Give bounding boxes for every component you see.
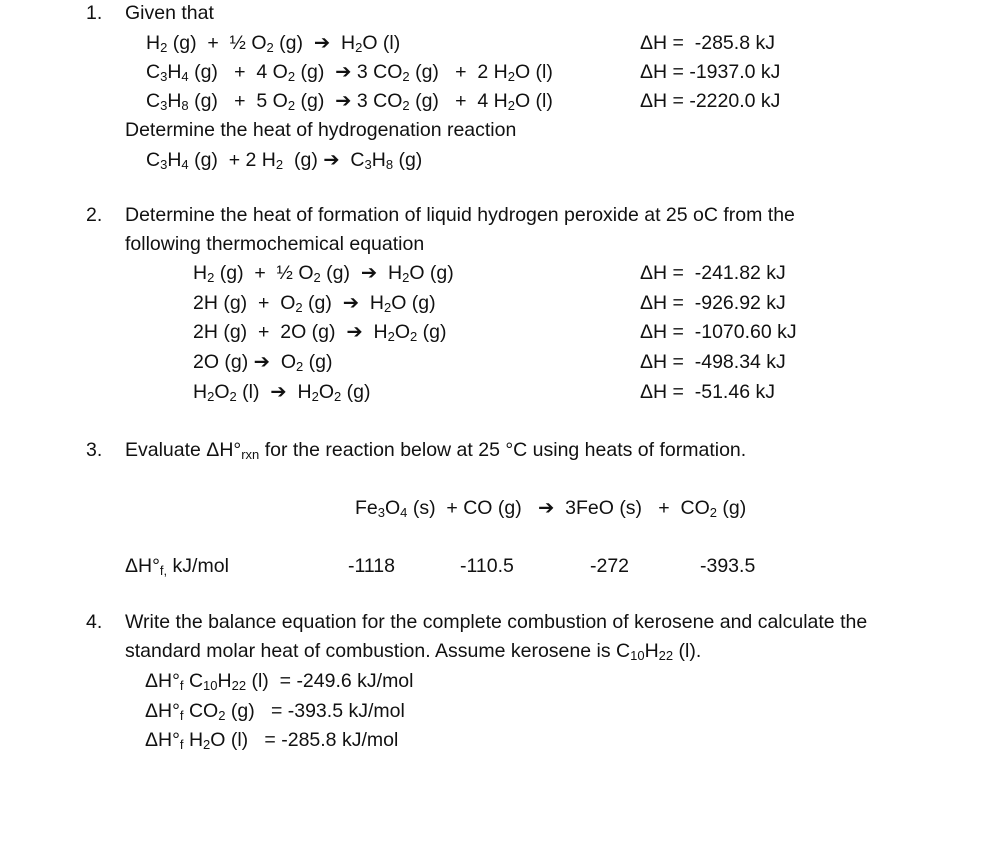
q1-equation-2: $C_3H_4$ (g) + 4 $O_2$ (g) ➔ 3 $CO_2$ (g) + 2 $H_2O$ (l): [146, 61, 553, 84]
q3-number: 3.: [86, 439, 103, 461]
q2-equation-2: 2H $(g) + O_2$ (g) ➔ $H_2O$ (g): [193, 292, 436, 315]
q3-reaction: $Fe_3O_4$ (s) + CO (g) ➔ 3FeO $(s) + CO_2$ (g): [355, 497, 747, 520]
q2-equation-1-dh: ΔH = -241.82 kJ: [640, 262, 786, 284]
q1-task: Determine the heat of hydrogenation reaction: [125, 119, 517, 141]
q3-value-fe3o4: -1118: [348, 555, 395, 577]
q2-equation-2-dh: ΔH = -926.92 kJ: [640, 292, 786, 314]
q3-value-feo: -272: [590, 555, 630, 577]
q2-number: 2.: [86, 204, 103, 226]
q1-target-reaction: $C_3H_4$ (g) + 2 $H_2$ (g) ➔ $C_3H_8$ (g): [146, 149, 423, 172]
q2-equation-1: $H_2$ (g) + ½ $O_2$ (g) ➔ $H_2O$ (g): [193, 262, 454, 285]
q2-equation-5-dh: ΔH = -51.46 kJ: [640, 381, 775, 403]
q2-equation-3-dh: ΔH = -1070.60 kJ: [640, 321, 797, 343]
q1-equation-1: $H_2$ (g) + ½ $O_2$ (g) ➔ $H_2O$ (l): [146, 32, 401, 55]
q2-equation-3: 2H (g) + 2O (g) ➔ $H_2O_2$ (g): [193, 321, 447, 344]
q3-value-co2: -393.5: [700, 555, 756, 577]
q4-number: 4.: [86, 611, 103, 633]
q1-equation-3-dh: ΔH = -2220.0 kJ: [640, 90, 781, 112]
q1-equation-1-dh: ΔH = -285.8 kJ: [640, 32, 775, 54]
q2-equation-4-dh: ΔH = -498.34 kJ: [640, 351, 786, 373]
q3-row-label: $\Delta H^\circ_{f,}$ kJ/mol: [125, 555, 229, 578]
q2-equation-5: $H_2O_2$ (l) ➔ $H_2O_2$ (g): [193, 381, 371, 404]
q4-data-c10h22: $\Delta H^\circ_f$ $C_{10}H_{22}$ (l) = -249.6 kJ/mol: [145, 670, 414, 693]
q3-prompt: Evaluate $\Delta H^\circ_{rxn}$ for the reaction below at 25 °C using heats of formation.: [125, 439, 747, 462]
q2-line-2: following thermochemical equation: [125, 233, 425, 255]
q4-data-co2: $\Delta H^\circ_f$ $CO_2$ (g) = -393.5 kJ/mol: [145, 700, 405, 723]
q1-equation-2-dh: ΔH = -1937.0 kJ: [640, 61, 781, 83]
q4-data-h2o: $\Delta H^\circ_f$ $H_2O$ (l) = -285.8 kJ/mol: [145, 729, 399, 752]
q2-line-1: Determine the heat of formation of liquid hydrogen peroxide at 25 oC from the: [125, 204, 795, 226]
q1-equation-3: $C_3H_8$ (g) + 5 $O_2$ (g) ➔ 3 $CO_2$ (g) + 4 $H_2O$ (l): [146, 90, 553, 113]
q3-value-co: -110.5: [460, 555, 514, 577]
q2-equation-4: 2O (g) ➔ $O_2$ (g): [193, 351, 333, 374]
q4-line-2: standard molar heat of combustion. Assume kerosene is $C_{10}H_{22}$ (l).: [125, 640, 702, 663]
q1-intro: Given that: [125, 2, 214, 24]
q1-number: 1.: [86, 2, 103, 24]
q4-line-1: Write the balance equation for the complete combustion of kerosene and calculate the: [125, 611, 868, 633]
